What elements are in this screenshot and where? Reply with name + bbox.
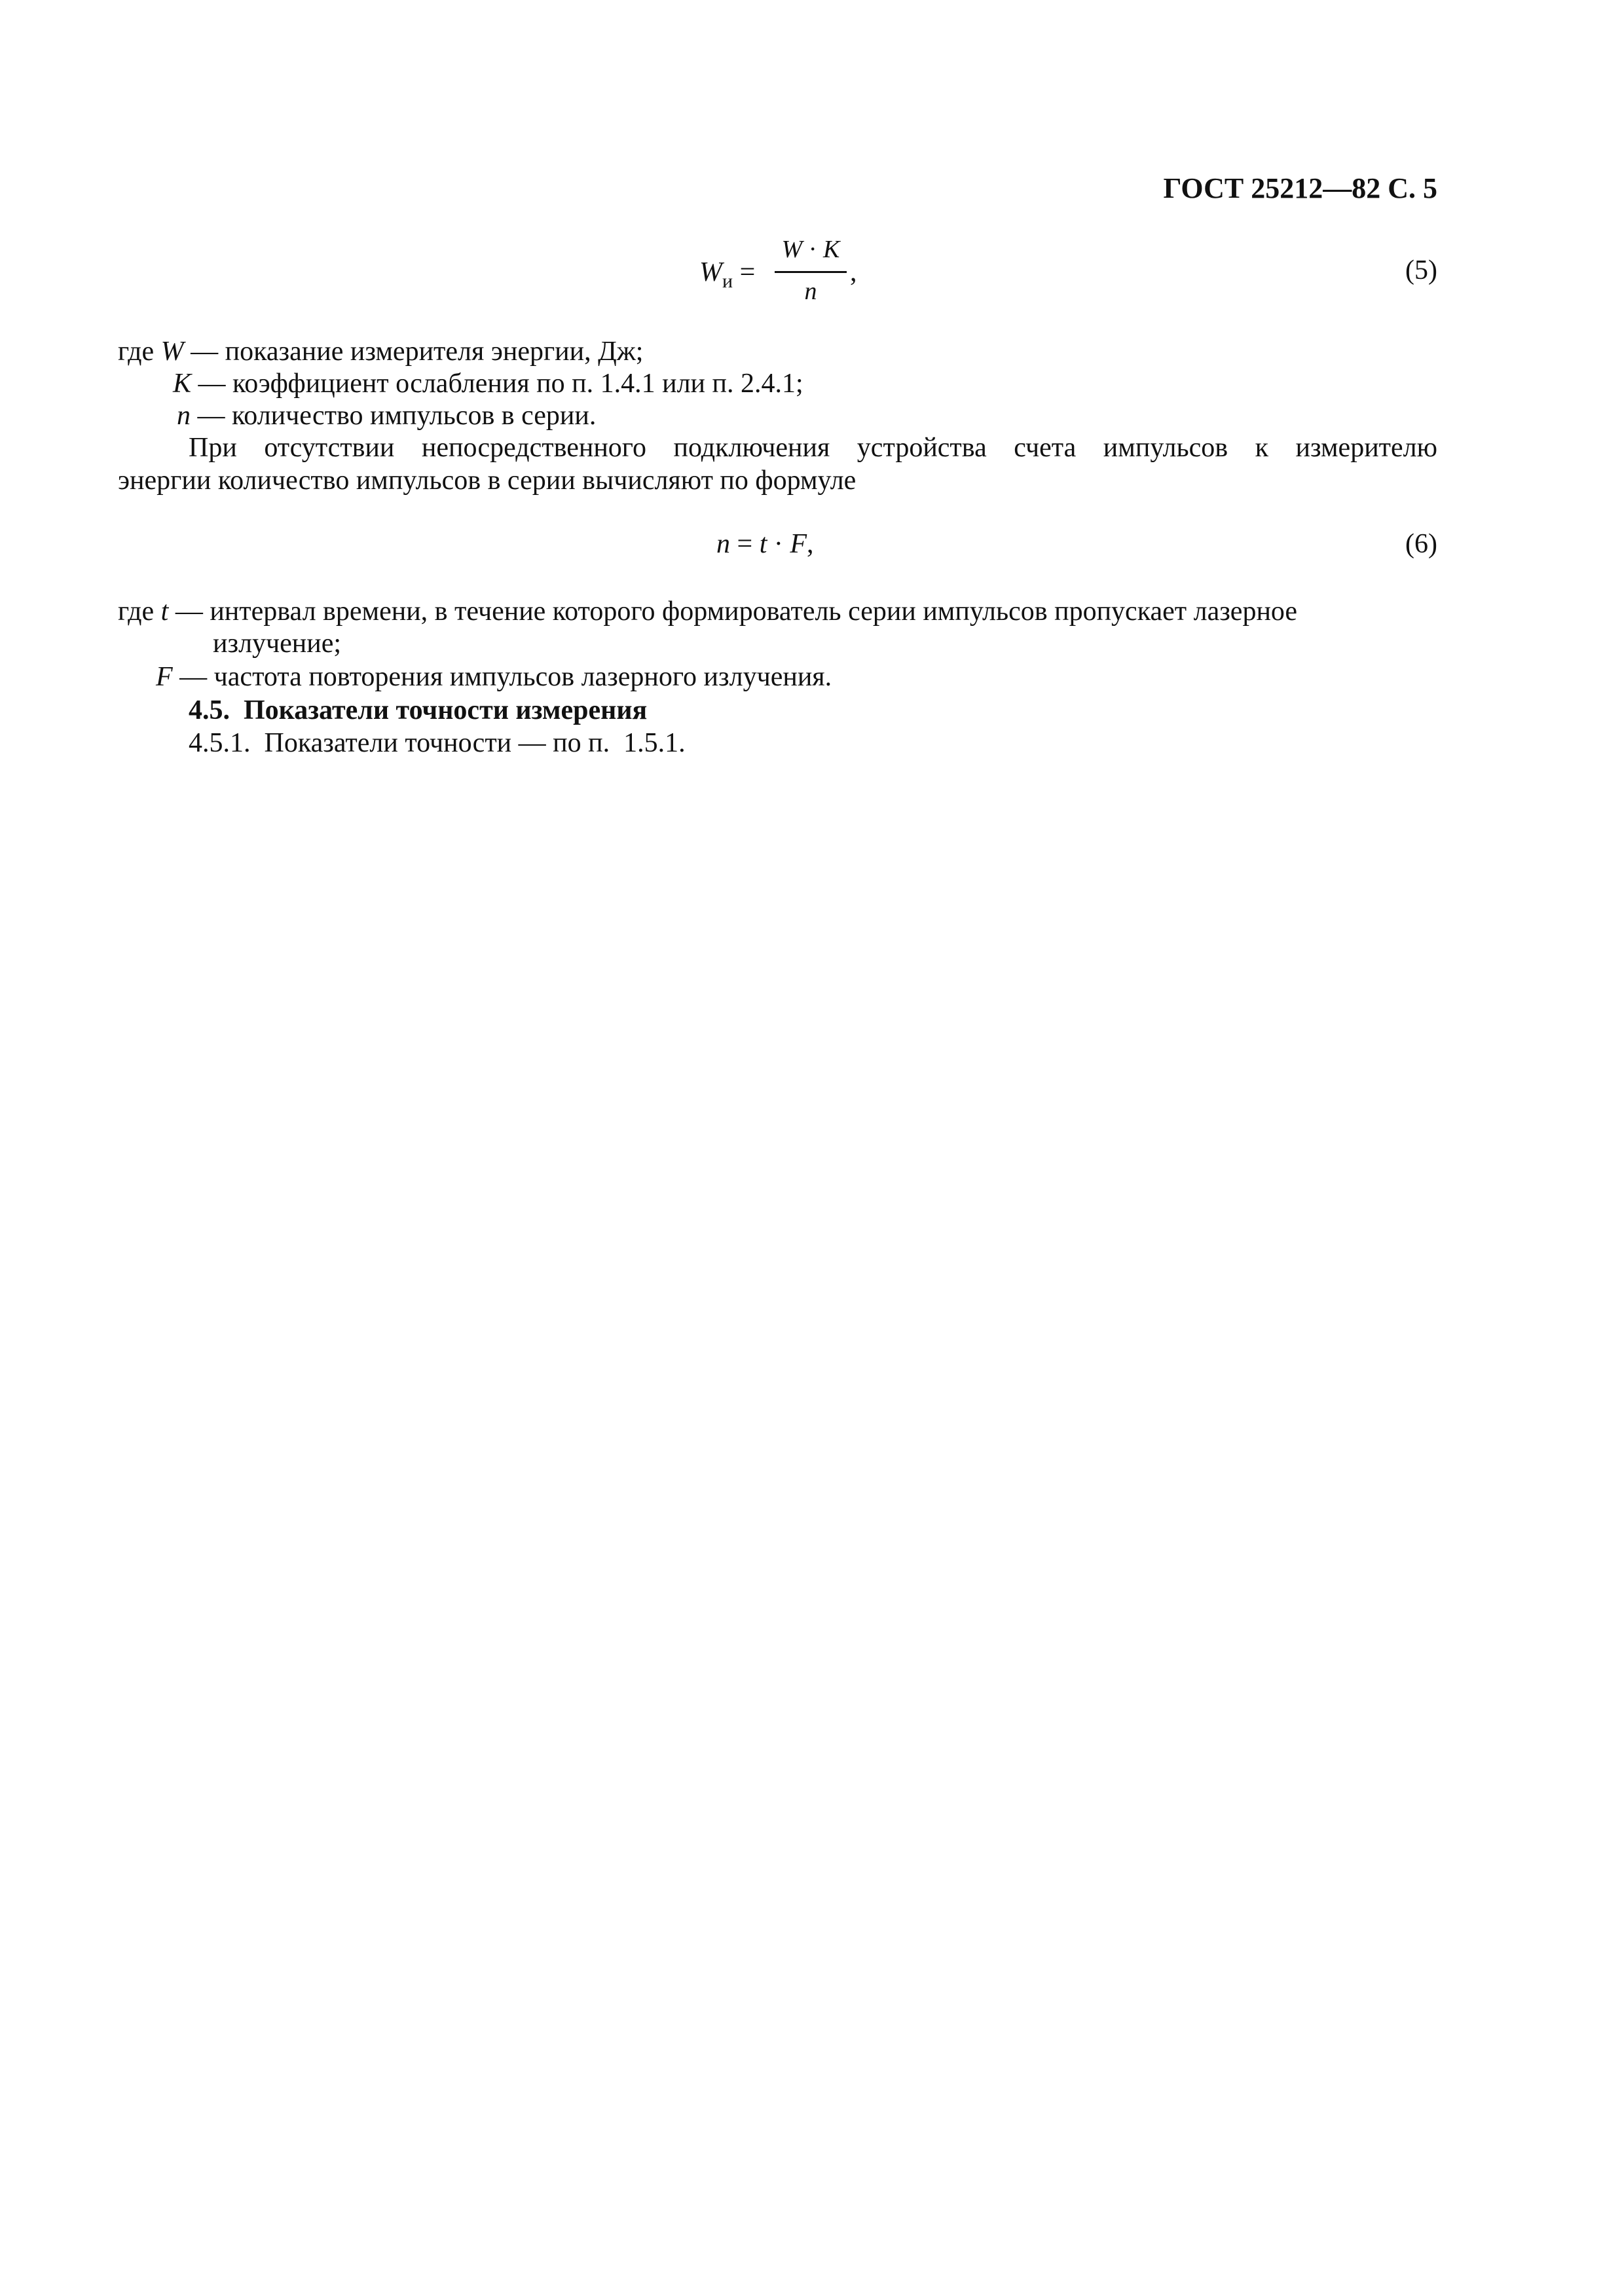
- where-item-t-continuation: излучение;: [213, 629, 342, 659]
- section-heading: 4.5. Показатели точности измерения: [189, 695, 648, 725]
- page-header: ГОСТ 25212—82 С. 5: [1163, 172, 1437, 204]
- where-item-f: F — частота повторения импульсов лазерного излучения.: [156, 662, 832, 692]
- formula-5-equals: =: [739, 257, 756, 287]
- formula-5-numerator: W · K: [781, 236, 840, 263]
- where-item-t: где t — интервал времени, в течение которого формирователь серии импульсов пропускает лазерное: [118, 596, 1298, 627]
- paragraph-line-1: При отсутствии непосредственного подключения устройства счета импульсов к измерителю: [189, 433, 1437, 463]
- section-item: 4.5.1. Показатели точности — по п. 1.5.1.: [189, 728, 686, 758]
- var-n: n: [177, 401, 191, 431]
- var-k: K: [173, 369, 192, 399]
- var-t: t: [160, 596, 169, 627]
- where-item-w: где W — показание измерителя энергии, Дж;: [118, 337, 644, 367]
- where-item-k: K — коэффициент ослабления по п. 1.4.1 или п. 2.4.1;: [173, 369, 803, 399]
- where-item-n: n — количество импульсов в серии.: [177, 401, 597, 431]
- formula-5-denominator: n: [804, 278, 817, 305]
- var-f: F: [156, 662, 173, 692]
- formula-6-number: (6): [1405, 529, 1437, 559]
- formula-5-comma: ,: [850, 257, 857, 287]
- fraction-bar: [775, 271, 847, 273]
- var-w: W: [160, 337, 184, 367]
- paragraph-line-2: энергии количество импульсов в серии вычисляют по формуле: [118, 465, 857, 496]
- formula-5-lhs: [699, 259, 755, 291]
- formula-5-fraction: [775, 237, 847, 309]
- formula-5-number: (5): [1405, 255, 1437, 285]
- formula-6: n = t · F,: [716, 529, 814, 559]
- formula-5-lhs-subscript: и: [722, 270, 733, 292]
- formula-5-lhs-var: W: [699, 257, 722, 287]
